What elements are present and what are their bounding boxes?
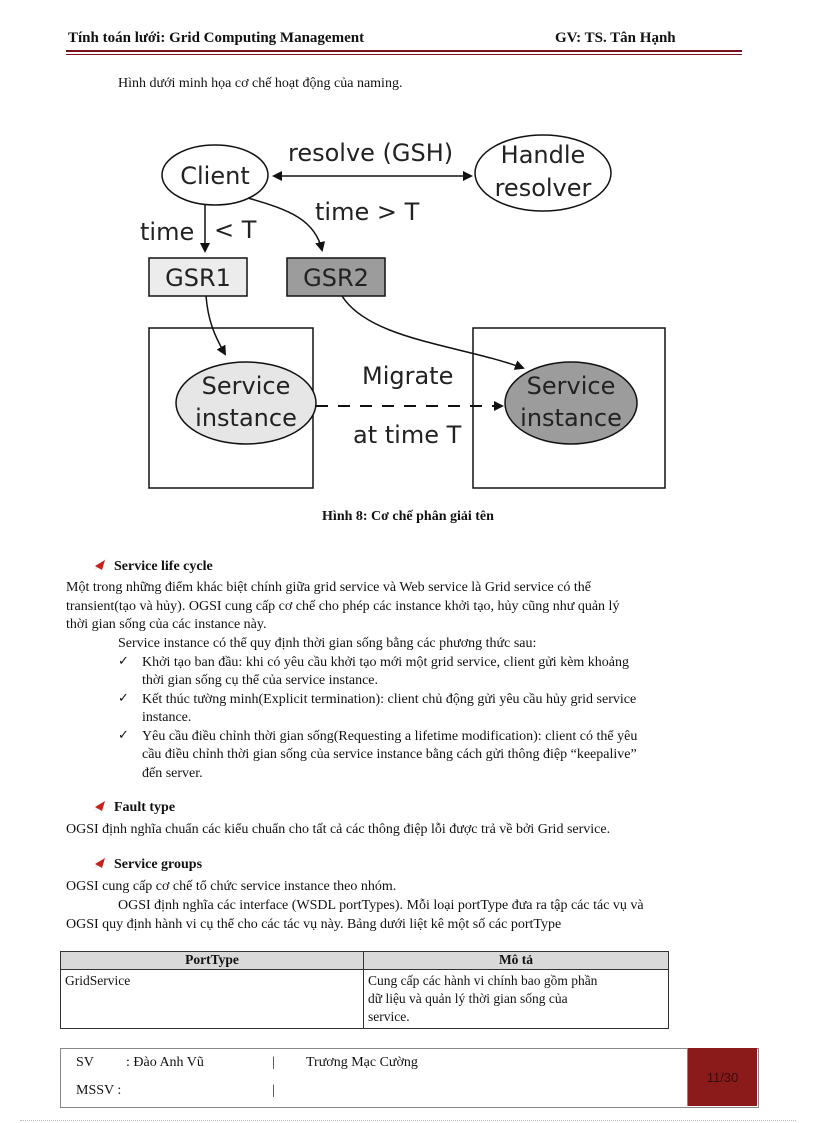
footer-sv-name: : Đào Anh Vũ (126, 1055, 204, 1070)
time-gt-label: time > T (315, 198, 420, 226)
figure-caption: Hình 8: Cơ chế phân giải tên (322, 509, 494, 524)
header-rule-thin (66, 54, 742, 55)
service-left-label-1: Service (201, 372, 291, 400)
fault-title: Fault type (114, 800, 176, 815)
footer-other-name: Trương Mạc Cường (306, 1055, 418, 1070)
cell-desc-l3: service. (368, 1009, 410, 1024)
service-left-label-2: instance (195, 404, 297, 432)
bullet3-l2: cầu điều chỉnh thời gian sống của service instance bằng cách gửi thông điệp “keepalive” (142, 747, 637, 762)
bullet1-l2: thời gian sống cụ thể của service instance. (142, 673, 378, 688)
lifecycle-p1-l2: transient(tạo và hủy). OGSI cung cấp cơ chế cho phép các instance khởi tạo, hủy cũng như quản lý (66, 599, 620, 614)
footer-mssv-label: MSSV : (76, 1083, 122, 1098)
col-header-porttype: PortType (61, 952, 364, 970)
bullet2-l2: instance. (142, 710, 192, 725)
header-title: Tính toán lưới: Grid Computing Management (68, 30, 365, 46)
pushpin-icon (92, 558, 108, 572)
groups-p1: OGSI cung cấp cơ chế tổ chức service instance theo nhóm. (66, 879, 397, 894)
migrate-label: Migrate (362, 362, 454, 390)
header-rule (66, 50, 742, 52)
cell-desc-l1: Cung cấp các hành vi chính bao gồm phần (368, 973, 598, 988)
cell-desc (364, 970, 669, 1029)
time-lt-label-a: time (140, 218, 195, 246)
cell-porttype: GridService (61, 970, 364, 1029)
resolve-label: resolve (GSH) (288, 139, 454, 167)
footer-separator-2: | (272, 1083, 275, 1098)
gsr2-label: GSR2 (303, 264, 369, 292)
lifecycle-p1-l1: Một trong những điểm khác biệt chính giữa grid service và Web service là Grid service có thể (66, 580, 592, 595)
fault-p1: OGSI định nghĩa chuẩn các kiểu chuẩn cho tất cả các thông điệp lỗi được trả về bởi Grid service. (66, 822, 611, 837)
footer-sv-label: SV (76, 1055, 94, 1070)
pushpin-icon (92, 856, 108, 870)
client-label: Client (180, 162, 250, 190)
intro-text: Hình dưới minh họa cơ chế hoạt động của naming. (118, 76, 403, 91)
bullet3-l3: đến server. (142, 766, 203, 781)
header-instructor: GV: TS. Tân Hạnh (555, 30, 676, 46)
section-lifecycle (92, 558, 213, 575)
naming-figure (130, 130, 690, 500)
groups-title: Service groups (114, 857, 203, 872)
bullet1-l1: Khởi tạo ban đầu: khi có yêu cầu khởi tạo mới một grid service, client gửi kèm khoảng (142, 655, 630, 670)
page-number: 11/30 (688, 1048, 757, 1106)
cell-desc-l2: dữ liệu và quản lý thời gian sống của (368, 991, 568, 1006)
check-icon: ✓ (118, 728, 129, 743)
gsr1-label: GSR1 (165, 264, 231, 292)
handle-label-2: resolver (494, 174, 592, 202)
lifecycle-p2: Service instance có thể quy định thời gian sống bằng các phương thức sau: (118, 636, 537, 651)
lifecycle-title: Service life cycle (114, 559, 213, 574)
footer-separator: | (272, 1055, 275, 1070)
page-edge (20, 1120, 796, 1121)
service-right-label-1: Service (526, 372, 616, 400)
table-row (61, 970, 669, 1029)
groups-p2-l1: OGSI định nghĩa các interface (WSDL portTypes). Mỗi loại portType đưa ra tập các tác vụ và (118, 898, 644, 913)
section-fault (92, 799, 175, 816)
bullet3-l1: Yêu cầu điều chỉnh thời gian sống(Requesting a lifetime modification): client có thể yêu (142, 729, 638, 744)
groups-p2-l2: OGSI quy định hành vi cụ thể cho các tác vụ này. Bảng dưới liệt kê một số các portType (66, 917, 562, 932)
at-time-label: at time T (353, 421, 462, 449)
lifecycle-p1-l3: thời gian sống của các instance này. (66, 617, 267, 632)
time-gt-arrow (248, 198, 322, 250)
table-header-row (61, 952, 669, 970)
time-lt-label-b: < T (214, 216, 257, 244)
handle-label-1: Handle (500, 141, 586, 169)
section-groups (92, 856, 202, 873)
porttype-table (60, 951, 669, 1029)
check-icon: ✓ (118, 654, 129, 669)
check-icon: ✓ (118, 691, 129, 706)
col-header-desc: Mô tả (364, 952, 669, 970)
service-right-label-2: instance (520, 404, 622, 432)
pushpin-icon (92, 799, 108, 813)
bullet2-l1: Kết thúc tường minh(Explicit termination): client chủ động gửi yêu cầu hủy grid service (142, 692, 637, 707)
